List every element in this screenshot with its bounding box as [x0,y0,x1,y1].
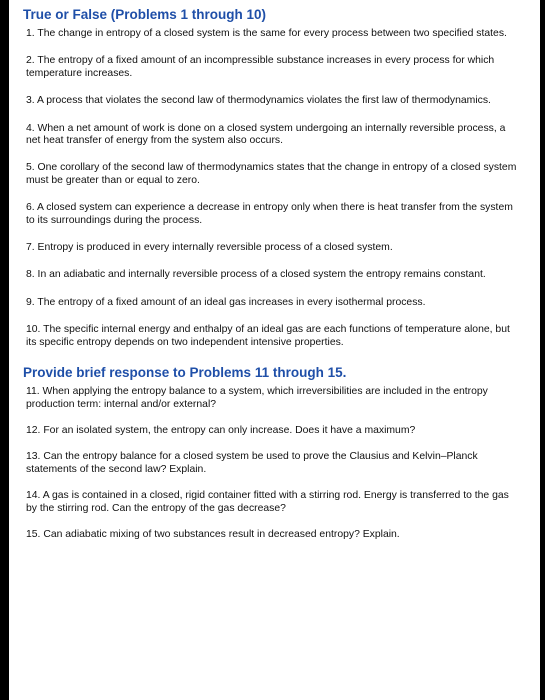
problem-3: 3. A process that violates the second law of thermodynamics violates the first law of thermodynamics. [26,95,491,107]
problem-15: 15. Can adiabatic mixing of two substances result in decreased entropy? Explain. [26,528,400,540]
problem-5: 5. One corollary of the second law of thermodynamics states that the change in entropy of a closed system must be greater than or equal to zero. [26,162,517,186]
problem-10: 10. The specific internal energy and enthalpy of an ideal gas are each functions of temperature alone, but its specific entropy depends on two independent intensive properties. [26,324,510,348]
true-false-section [23,6,526,349]
document-page [9,0,540,700]
problem-12: 12. For an isolated system, the entropy can only increase. Does it have a maximum? [26,424,416,436]
problem-9: 9. The entropy of a fixed amount of an ideal gas increases in every isothermal process. [26,296,426,308]
problem-1: 1. The change in entropy of a closed system is the same for every process between two specified states. [26,28,507,39]
section-title-true-false: True or False (Problems 1 through 10) [23,7,267,22]
problem-6: 6. A closed system can experience a decrease in entropy only when there is heat transfer from the system to its surroundings during the process. [26,202,513,226]
problem-8: 8. In an adiabatic and internally reversible process of a closed system the entropy remains constant. [26,269,486,281]
problem-14: 14. A gas is contained in a closed, rigid container fitted with a stirring rod. Energy is transferred to the gas by the stirring rod. Can the entropy of the gas decrease? [26,490,509,514]
section-title-brief-response: Provide brief response to Problems 11 through 15. [23,365,347,381]
problem-13: 13. Can the entropy balance for a closed system be used to prove the Clausius and Kelvin–Planck statements of the second law? Explain. [26,451,478,475]
brief-response-section [23,364,526,541]
problem-2: 2. The entropy of a fixed amount of an incompressible substance increases in every process for which temperature increases. [26,55,495,79]
problem-11: 11. When applying the entropy balance to a system, which irreversibilities are included in the entropy production term: internal and/or external? [26,386,488,410]
problem-4: 4. When a net amount of work is done on a closed system undergoing an internally reversible process, a net heat transfer of energy from the system also occurs. [26,122,506,147]
problem-7: 7. Entropy is produced in every internally reversible process of a closed system. [26,242,393,254]
